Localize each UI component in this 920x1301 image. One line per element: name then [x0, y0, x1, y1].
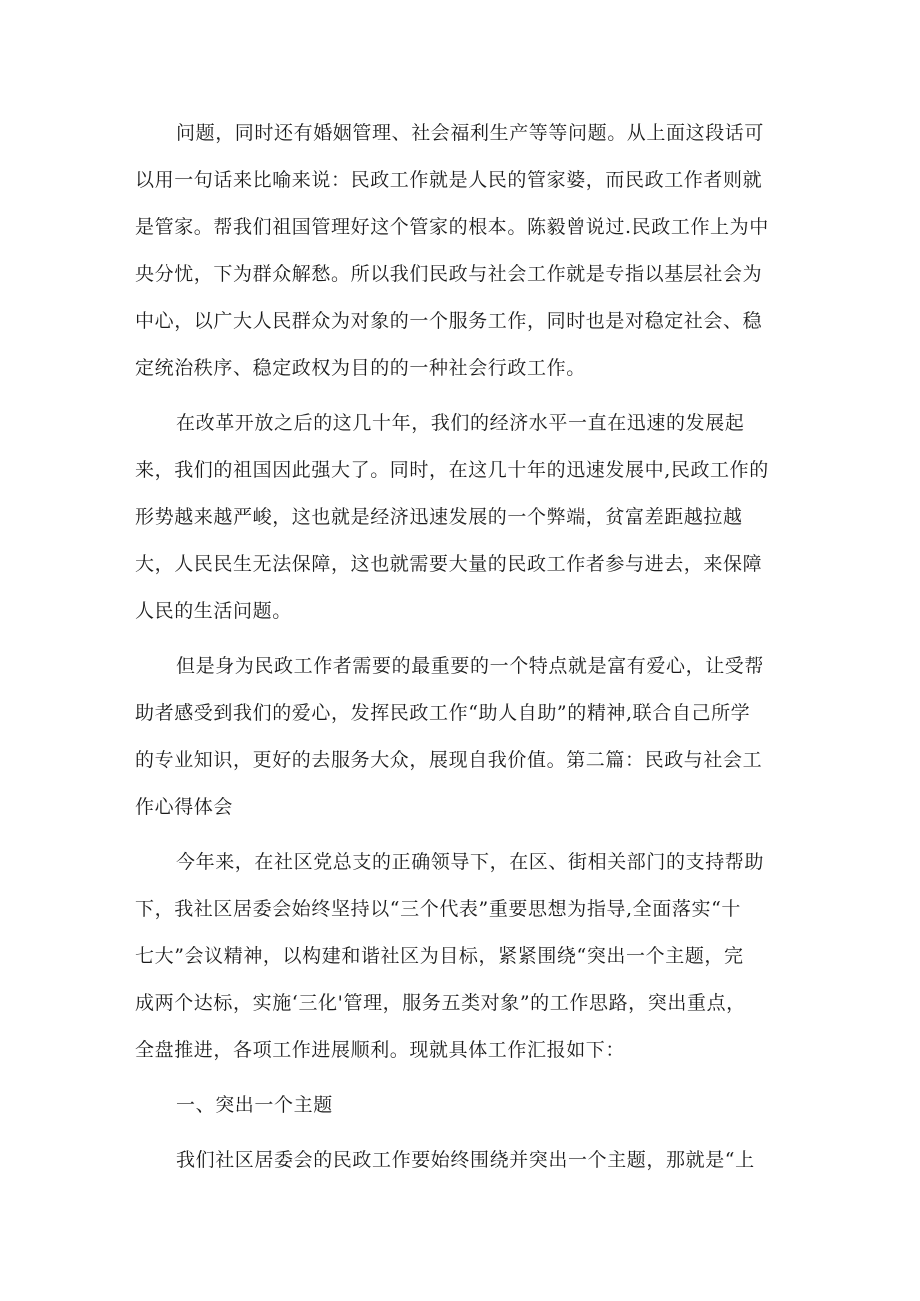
paragraph	[135, 400, 795, 635]
text-line: 央分忧，下为群众解愁。所以我们民政与社会工作就是专指以基层社会为	[135, 263, 763, 285]
text-line: 作心得体会	[135, 796, 234, 818]
text-line: 全盘推进，各项工作进展顺利。现就具体工作汇报如下：	[135, 1039, 626, 1061]
paragraph-gap	[135, 831, 795, 839]
text-line: 问题，同时还有婚姻管理、社会福利生产等等问题。从上面这段话可	[176, 122, 765, 144]
text-line: 中心，以广大人民群众为对象的一个服务工作，同时也是对稳定社会、稳	[135, 310, 763, 332]
text-line: 七大”会议精神，以构建和谐社区为目标，紧紧围绕“突出一个主题，完	[135, 945, 744, 967]
text-line: 下，我社区居委会始终坚持以“三个代表”重要思想为指导,全面落实“十	[135, 898, 741, 920]
text-line: 我们社区居委会的民政工作要始终围绕并突出一个主题，那就是“上	[176, 1149, 755, 1171]
paragraph-gap	[135, 635, 795, 643]
paragraph-gap	[135, 1129, 795, 1137]
text-line: 的专业知识，更好的去服务大众，展现自我价值。第二篇：民政与社会工	[135, 749, 763, 771]
document-body	[135, 110, 795, 1184]
text-line: 今年来，在社区党总支的正确领导下，在区、街相关部门的支持帮助	[176, 851, 765, 873]
text-line: 成两个达标，实施‘三化'管理，服务五类对象”的工作思路，突出重点，	[135, 992, 746, 1014]
text-line: 在改革开放之后的这几十年，我们的经济水平一直在迅速的发展起	[176, 412, 745, 434]
text-line: 是管家。帮我们祖国管理好这个管家的根本。陈毅曾说过.民政工作上为中	[135, 216, 769, 238]
paragraph-gap	[135, 392, 795, 400]
paragraph	[135, 643, 795, 831]
text-line: 大，人民民生无法保障，这也就需要大量的民政工作者参与进去，来保障	[135, 553, 763, 575]
paragraph	[135, 1137, 795, 1184]
text-line: 人民的生活问题。	[135, 600, 292, 622]
text-line: 但是身为民政工作者需要的最重要的一个特点就是富有爱心，让受帮	[176, 655, 765, 677]
text-line: 一、突出一个主题	[176, 1094, 333, 1116]
text-line: 来，我们的祖国因此强大了。同时，在这几十年的迅速发展中,民政工作的	[135, 459, 769, 481]
text-line: 形势越来越严峻，这也就是经济迅速发展的一个弊端，贫富差距越拉越	[135, 506, 743, 528]
paragraph	[135, 839, 795, 1074]
text-line: 定统治秩序、稳定政权为目的的一种社会行政工作。	[135, 357, 586, 379]
paragraph	[135, 1082, 795, 1129]
paragraph	[135, 110, 795, 392]
text-line: 以用一句话来比喻来说：民政工作就是人民的管家婆，而民政工作者则就	[135, 169, 763, 191]
text-line: 助者感受到我们的爱心，发挥民政工作“助人自助”的精神,联合自己所学	[135, 702, 751, 724]
paragraph-gap	[135, 1074, 795, 1082]
